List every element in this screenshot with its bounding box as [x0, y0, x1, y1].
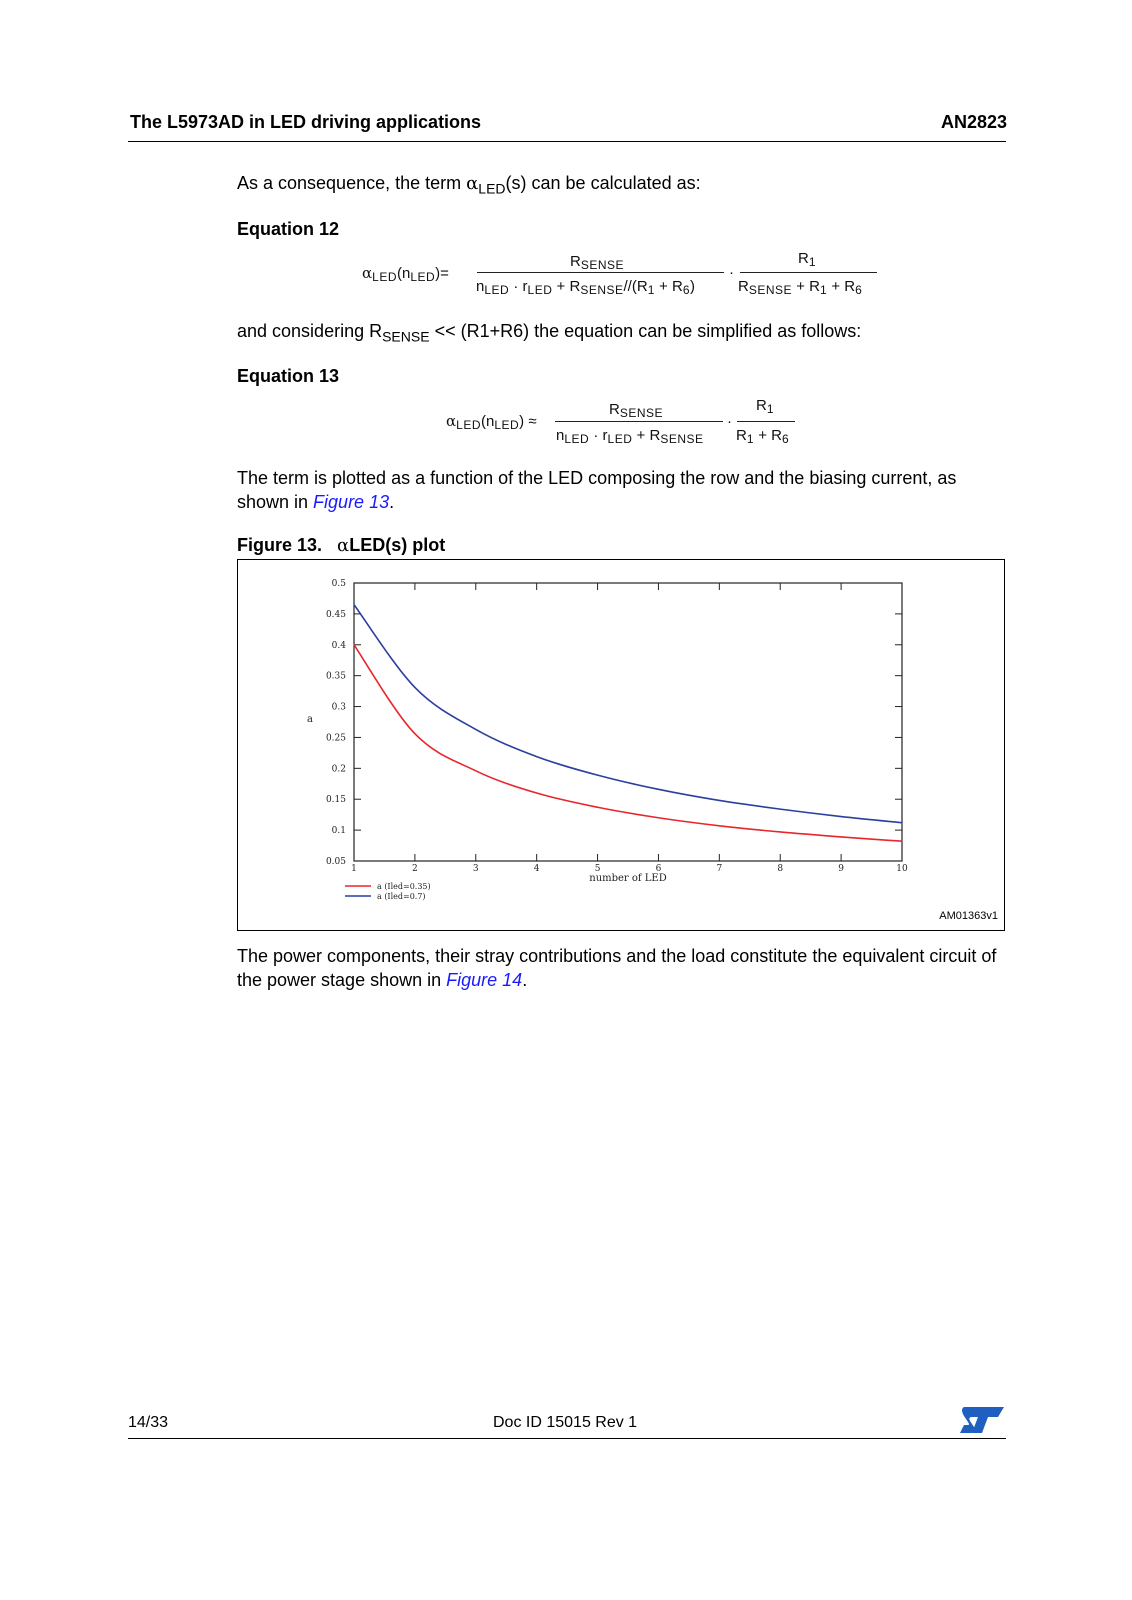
data-point — [536, 756, 537, 757]
y-tick-label: 0.3 — [331, 702, 346, 713]
x-tick-label: 1 — [351, 864, 357, 874]
figure-13-link[interactable]: Figure 13 — [313, 492, 390, 512]
data-point — [841, 836, 842, 837]
y-tick-label: 0.4 — [331, 640, 346, 651]
y-tick-label: 0.5 — [331, 579, 346, 589]
doc-id: Doc ID 15015 Rev 1 — [493, 1414, 638, 1431]
x-tick-label: 10 — [896, 864, 908, 874]
paragraph-power-components: The power components, their stray contributions and the load constitute the equivalent circuit of the power stage shown in Figure 14. — [237, 946, 997, 990]
data-point — [841, 816, 842, 817]
x-tick-label: 4 — [533, 864, 540, 874]
data-point — [719, 800, 720, 801]
data-point — [475, 770, 476, 771]
x-tick-label: 8 — [777, 864, 784, 874]
data-point — [901, 841, 902, 842]
paragraph-simplification: and considering $R_{SENSE} << (R1+R6)$ the equation can be simplified as follows: — [237, 321, 862, 345]
y-tick-label: 0.2 — [331, 764, 346, 775]
data-point — [597, 807, 598, 808]
data-point — [536, 792, 537, 793]
alpha-led-plot — [238, 560, 1004, 930]
x-tick-label: 9 — [838, 864, 844, 874]
y-tick-label: 0.45 — [325, 609, 346, 620]
series-line-1 — [354, 645, 902, 841]
equation-13-label: Equation 13 — [237, 366, 340, 386]
figure-code: AM01363v1 — [939, 910, 998, 922]
data-point — [597, 775, 598, 776]
series-line-2 — [354, 605, 902, 823]
plot-area — [354, 583, 902, 861]
x-tick-label: 7 — [716, 864, 723, 874]
x-tick-label: 6 — [655, 864, 662, 874]
document-number: AN2823 — [941, 112, 1008, 132]
figure-14-link[interactable]: Figure 14 — [446, 970, 523, 990]
data-point — [780, 831, 781, 832]
data-point — [353, 644, 354, 645]
y-tick-label: 0.1 — [331, 826, 346, 837]
x-axis-label: number of LED — [589, 873, 667, 884]
data-point — [414, 687, 415, 688]
data-point — [901, 822, 902, 823]
footer-rule — [128, 1438, 1006, 1439]
st-logo — [958, 1405, 1006, 1435]
paragraph-plot-description: The term is plotted as a function of the LED composing the row and the biasing current, as shown in Figure 13. — [237, 468, 957, 512]
page-number: 14/33 — [128, 1414, 169, 1431]
data-point — [475, 729, 476, 730]
data-point — [658, 817, 659, 818]
data-point — [353, 604, 354, 605]
data-point — [780, 809, 781, 810]
y-axis-label: a — [307, 714, 313, 725]
equation-13: $\alpha_{LED}(n_{LED})$ ≈ $R_{SENSE}$ $n_{LED} \cdot r_{LED} + R_{SENSE}$ · $R_1$ $R_1 + R_6$ — [0, 0, 1132, 460]
equation-12: $\alpha_{LED}(n_{LED})=$ $R_{SENSE}$ $n_{LED} \cdot r_{LED} + R_{SENSE}//(R_1 + R_6)$ · $R_1$ $R_{SENSE} + R_1 + R_6$ — [0, 0, 1132, 320]
running-header-title: The L5973AD in LED driving applications — [130, 112, 482, 132]
figure-13-title: Figure 13. αLED(s) plot — [237, 535, 446, 556]
x-tick-label: 2 — [412, 864, 418, 874]
figure-13-frame — [237, 559, 1005, 931]
y-tick-label: 0.35 — [325, 671, 346, 682]
x-tick-label: 5 — [594, 864, 601, 874]
y-tick-label: 0.15 — [325, 795, 346, 806]
data-point — [719, 825, 720, 826]
equation-12-label: Equation 12 — [237, 219, 340, 239]
legend-entry: a (Iled=0.7) — [377, 892, 426, 901]
data-point — [414, 733, 415, 734]
legend-entry: a (Iled=0.35) — [377, 882, 431, 891]
paragraph-alpha-intro: As a consequence, the term $\alpha_{LED}(s)$ can be calculated as: — [237, 173, 701, 197]
x-tick-label: 3 — [472, 864, 479, 874]
y-tick-label: 0.25 — [325, 733, 346, 744]
data-point — [658, 789, 659, 790]
y-tick-label: 0.05 — [325, 857, 346, 867]
